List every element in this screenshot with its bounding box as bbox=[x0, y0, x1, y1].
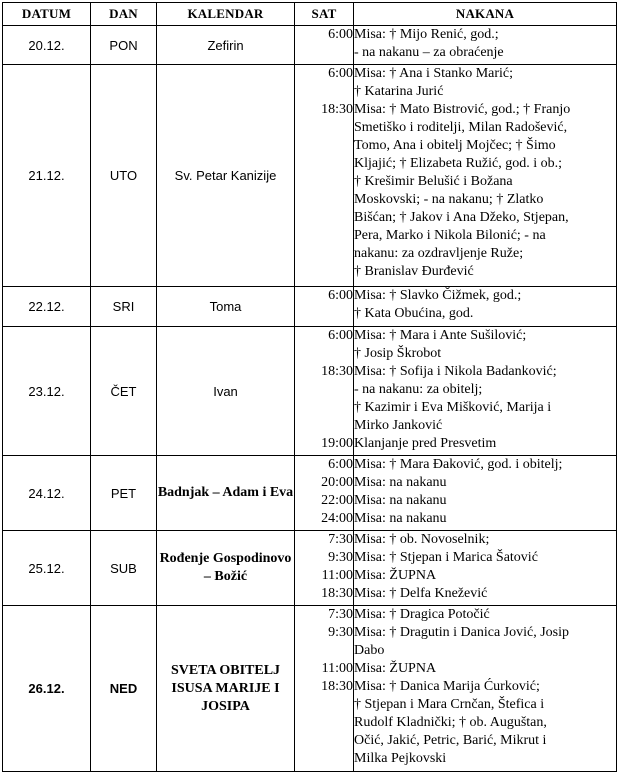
time-entry: 20:00 bbox=[321, 475, 353, 490]
row-calendar: Zefirin bbox=[157, 26, 295, 65]
intention-line: Misa: na nakanu bbox=[354, 511, 447, 526]
intention-line: Misa: † Danica Marija Ćurković; bbox=[354, 679, 540, 694]
header-datum: DATUM bbox=[3, 3, 91, 26]
time-entry bbox=[295, 44, 353, 62]
row-date: 20.12. bbox=[3, 26, 91, 65]
row-intentions bbox=[354, 606, 617, 772]
intention-line: Misa: ŽUPNA bbox=[354, 568, 437, 583]
time-entry: 7:30 bbox=[328, 532, 353, 547]
row-date: 21.12. bbox=[3, 65, 91, 287]
time-entry: 18:30 bbox=[321, 102, 353, 117]
time-entry bbox=[295, 381, 353, 399]
header-sat: SAT bbox=[295, 3, 354, 26]
intention-line: Misa: † Dragica Potočić bbox=[354, 607, 490, 622]
row-calendar: Ivan bbox=[157, 327, 295, 456]
time-entry: 19:00 bbox=[321, 436, 353, 451]
intention-line: - na nakanu – za obraćenje bbox=[354, 45, 504, 60]
time-entry: 11:00 bbox=[321, 568, 353, 583]
row-intentions bbox=[354, 287, 617, 327]
intention-line: Misa: † Slavko Čižmek, god.; bbox=[354, 288, 522, 303]
intention-line: Misa: ŽUPNA bbox=[354, 661, 437, 676]
intention-line: † Kazimir i Eva Mišković, Marija i bbox=[354, 400, 552, 415]
intention-line: Kljajić; † Elizabeta Ružić, god. i ob.; bbox=[354, 156, 562, 171]
time-entry: 9:30 bbox=[328, 550, 353, 565]
intention-line: Misa: † Mara i Ante Sušilović; bbox=[354, 328, 527, 343]
row-date: 25.12. bbox=[3, 531, 91, 606]
row-day: NED bbox=[91, 606, 157, 772]
intention-line: Misa: † Stjepan i Marica Šatović bbox=[354, 550, 538, 565]
time-entry: 18:30 bbox=[321, 679, 353, 694]
intention-line: Misa: † Mijo Renić, god.; bbox=[354, 27, 499, 42]
time-entry bbox=[295, 345, 353, 363]
row-date: 22.12. bbox=[3, 287, 91, 327]
row-day: SRI bbox=[91, 287, 157, 327]
schedule-row bbox=[3, 456, 617, 531]
time-entry: 11:00 bbox=[321, 661, 353, 676]
intention-line: Bišćan; † Jakov i Ana Džeko, Stjepan, bbox=[354, 210, 569, 225]
mass-schedule-table bbox=[2, 2, 617, 772]
schedule-row bbox=[3, 26, 617, 65]
intention-line: † Branislav Đurđević bbox=[354, 264, 474, 279]
row-intentions bbox=[354, 65, 617, 287]
intention-line: † Kata Obućina, god. bbox=[354, 306, 474, 321]
row-times bbox=[295, 606, 354, 772]
schedule-row bbox=[3, 287, 617, 327]
time-entry: 7:30 bbox=[328, 607, 353, 622]
row-intentions bbox=[354, 327, 617, 456]
header-row bbox=[3, 3, 617, 26]
time-entry bbox=[295, 83, 353, 101]
row-intentions bbox=[354, 456, 617, 531]
time-entry: 6:00 bbox=[328, 288, 353, 303]
intention-line: Misa: † Mato Bistrović, god.; † Franjo bbox=[354, 102, 571, 117]
row-day: SUB bbox=[91, 531, 157, 606]
time-entry bbox=[295, 399, 353, 417]
intention-line: Tomo, Ana i obitelj Mojčec; † Šimo bbox=[354, 138, 556, 153]
header-kalendar: KALENDAR bbox=[157, 3, 295, 26]
time-entry: 9:30 bbox=[328, 625, 353, 640]
intention-line: Očić, Jakić, Petric, Barić, Mikrut i bbox=[354, 733, 547, 748]
row-calendar: SVETA OBITELJ ISUSA MARIJE I JOSIPA bbox=[157, 606, 295, 772]
intention-line: nakanu: za ozdravljenje Ruže; bbox=[354, 246, 524, 261]
intention-line: Moskovski; - na nakanu; † Zlatko bbox=[354, 192, 544, 207]
row-date: 24.12. bbox=[3, 456, 91, 531]
intention-line: - na nakanu: za obitelj; bbox=[354, 382, 483, 397]
intention-line: Misa: na nakanu bbox=[354, 475, 447, 490]
row-calendar: Sv. Petar Kanizije bbox=[157, 65, 295, 287]
row-day: PON bbox=[91, 26, 157, 65]
header-nakana: NAKANA bbox=[354, 3, 617, 26]
row-times bbox=[295, 65, 354, 287]
time-entry: 18:30 bbox=[321, 586, 353, 601]
intention-line: Dabo bbox=[354, 643, 385, 658]
row-day: ČET bbox=[91, 327, 157, 456]
row-times bbox=[295, 287, 354, 327]
intention-line: † Stjepan i Mara Crnčan, Štefica i bbox=[354, 697, 545, 712]
row-date: 26.12. bbox=[3, 606, 91, 772]
row-calendar: Badnjak – Adam i Eva bbox=[157, 456, 295, 531]
intention-line: Mirko Janković bbox=[354, 418, 443, 433]
intention-line: Milka Pejkovski bbox=[354, 751, 447, 766]
time-entry: 18:30 bbox=[321, 364, 353, 379]
schedule-row bbox=[3, 327, 617, 456]
time-entry: 6:00 bbox=[328, 66, 353, 81]
intention-line: † Krešimir Belušić i Božana bbox=[354, 174, 513, 189]
header-dan: DAN bbox=[91, 3, 157, 26]
row-times bbox=[295, 531, 354, 606]
row-intentions bbox=[354, 26, 617, 65]
row-date: 23.12. bbox=[3, 327, 91, 456]
row-calendar: Toma bbox=[157, 287, 295, 327]
schedule-row bbox=[3, 606, 617, 772]
row-day: PET bbox=[91, 456, 157, 531]
row-day: UTO bbox=[91, 65, 157, 287]
intention-line: Misa: † Ana i Stanko Marić; bbox=[354, 66, 514, 81]
row-intentions bbox=[354, 531, 617, 606]
intention-line: † Katarina Jurić bbox=[354, 84, 444, 99]
intention-line: Pera, Marko i Nikola Bilonić; - na bbox=[354, 228, 546, 243]
intention-line: Misa: † Mara Đaković, god. i obitelj; bbox=[354, 457, 563, 472]
row-times bbox=[295, 26, 354, 65]
intention-line: † Josip Škrobot bbox=[354, 346, 442, 361]
time-entry: 24:00 bbox=[321, 511, 353, 526]
intention-line: Misa: † Delfa Knežević bbox=[354, 586, 488, 601]
time-entry: 6:00 bbox=[328, 328, 353, 343]
intention-line: Rudolf Kladnički; † ob. Auguštan, bbox=[354, 715, 547, 730]
intention-line: Klanjanje pred Presvetim bbox=[354, 436, 497, 451]
time-entry bbox=[295, 417, 353, 435]
intention-line: Misa: na nakanu bbox=[354, 493, 447, 508]
schedule-row bbox=[3, 65, 617, 287]
intention-line: Misa: † Dragutin i Danica Jović, Josip bbox=[354, 625, 570, 640]
intention-line: Misa: † Sofija i Nikola Badanković; bbox=[354, 364, 557, 379]
time-entry: 22:00 bbox=[321, 493, 353, 508]
time-entry: 6:00 bbox=[328, 27, 353, 42]
time-entry bbox=[295, 642, 353, 660]
intention-line: Misa: † ob. Novoselnik; bbox=[354, 532, 490, 547]
intention-line: Smetiško i roditelji, Milan Radošević, bbox=[354, 120, 568, 135]
schedule-row bbox=[3, 531, 617, 606]
row-calendar: Rođenje Gospodinovo – Božić bbox=[157, 531, 295, 606]
time-entry: 6:00 bbox=[328, 457, 353, 472]
row-times bbox=[295, 327, 354, 456]
row-times bbox=[295, 456, 354, 531]
